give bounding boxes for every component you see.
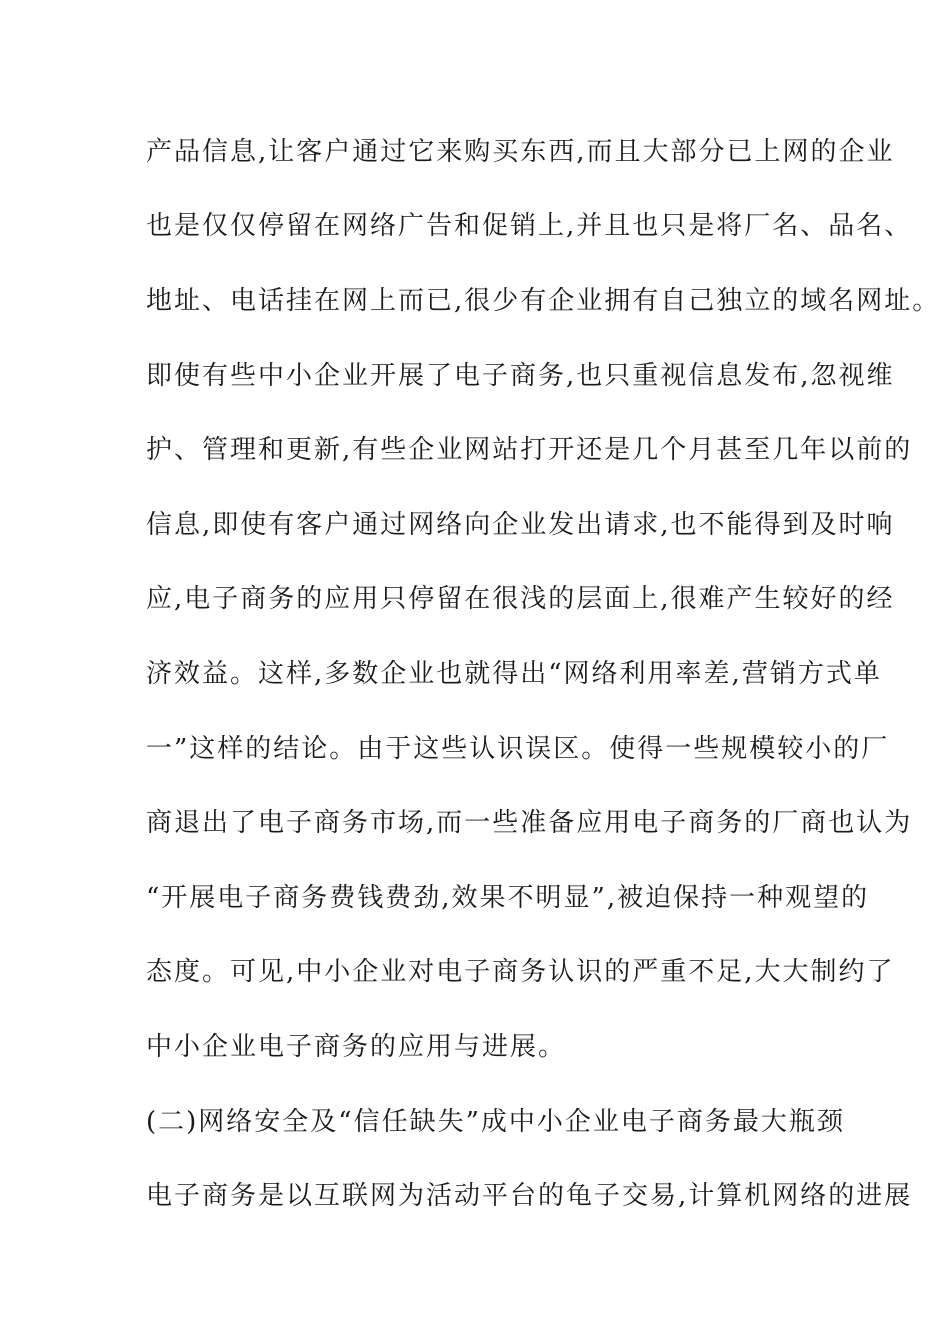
paragraph-line: “开展电子商务费钱费劲,效果不明显”,被迫保持一种观望的: [146, 883, 870, 913]
paragraph-line: 应,电子商务的应用只停留在很浅的层面上,很难产生较好的经: [146, 584, 895, 614]
paragraph-line: 济效益。这样,多数企业也就得出“网络利用率差,营销方式单: [146, 659, 882, 689]
paragraph-line: 信息,即使有客户通过网络向企业发出请求,也不能得到及时响: [146, 510, 895, 540]
paragraph-line: 一”这样的结论。由于这些认识误区。使得一些规模较小的厂: [146, 734, 890, 764]
paragraph-line: 中小企业电子商务的应用与进展。: [146, 1032, 567, 1062]
paragraph-line: 即使有些中小企业开展了电子商务,也只重视信息发布,忽视维: [146, 361, 895, 391]
section-heading: (二)网络安全及“信任缺失”成中小企业电子商务最大瓶颈: [146, 1107, 845, 1137]
paragraph-line: 电子商务是以互联网为活动平台的龟子交易,计算机网络的进展: [146, 1181, 913, 1211]
paragraph-line: 产品信息,让客户通过它来购买东西,而且大部分已上网的企业: [146, 137, 895, 167]
paragraph-line: 态度。可见,中小企业对电子商务认识的严重不足,大大制约了: [146, 957, 895, 987]
paragraph-line: 商退出了电子商务市场,而一些准备应用电子商务的厂商也认为: [146, 808, 913, 838]
paragraph-line: 地址、电话挂在网上而已,很少有企业拥有自己独立的域名网址。: [146, 286, 941, 316]
paragraph-line: 也是仅仅停留在网络广告和促销上,并且也只是将厂名、品名、: [146, 211, 913, 241]
paragraph-line: 护、管理和更新,有些企业网站打开还是几个月甚至几年以前的: [146, 435, 913, 465]
